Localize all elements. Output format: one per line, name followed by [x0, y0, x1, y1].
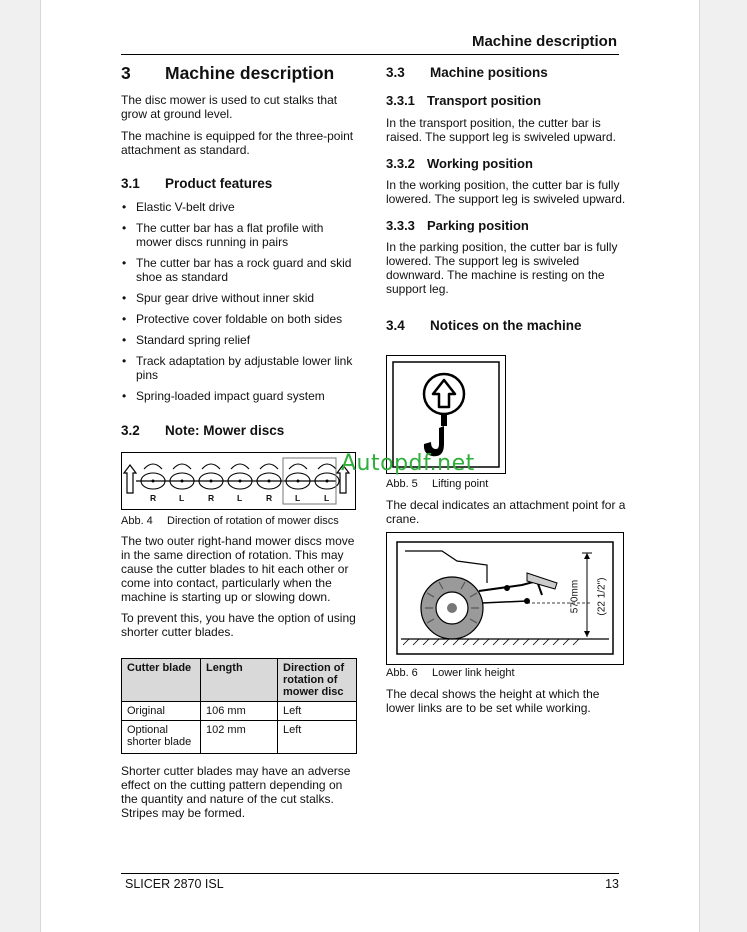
section-heading-3-4: 3.4 Notices on the machine	[386, 318, 582, 333]
body-paragraph: In the transport position, the cutter bar is raised. The support leg is swiveled upward.	[386, 116, 616, 144]
table-cell: Left	[278, 721, 357, 754]
figure-caption-6: Abb. 6 Lower link height	[386, 667, 515, 679]
mower-disc-figure	[121, 452, 356, 510]
section-heading-3-3-2: 3.3.2 Working position	[386, 156, 533, 171]
disc-label: L	[237, 493, 243, 503]
closing-paragraph-wrap	[121, 764, 361, 820]
disc-label: L	[179, 493, 185, 503]
list-item: • Elastic V-belt drive	[121, 200, 361, 214]
section-heading-3: 3 Machine description	[121, 63, 335, 83]
disc-label: R	[150, 493, 157, 503]
disc-label: L	[295, 493, 301, 503]
list-item: • Spring-loaded impact guard system	[121, 389, 361, 403]
figure-caption-4: Abb. 4 Direction of rotation of mower discs	[121, 515, 339, 527]
header-rule	[121, 54, 619, 55]
watermark: Autopdf.net	[341, 451, 475, 476]
page-number: 13	[605, 877, 619, 891]
dimension-label: 570mm	[569, 579, 581, 614]
right-column	[386, 66, 626, 333]
table-header: Direction of rotation of mower disc	[278, 659, 357, 702]
list-item: • Protective cover foldable on both sides	[121, 312, 361, 326]
intro-paragraph: The disc mower is used to cut stalks that grow at ground level.	[121, 93, 338, 121]
disc-label: R	[208, 493, 215, 503]
list-item: • Standard spring relief	[121, 333, 361, 347]
list-item: • Spur gear drive without inner skid	[121, 291, 361, 305]
figure-caption-5: Abb. 5 Lifting point	[386, 478, 489, 490]
table-header: Cutter blade	[122, 659, 201, 702]
left-column	[121, 63, 361, 438]
table-cell: Optional shorter blade	[122, 721, 201, 754]
tractor-lower-link-diagram	[387, 533, 623, 664]
body-paragraph: Shorter cutter blades may have an adverse effect on the cutting pattern depending on the quantity and nature of the cut stalks. Stripes may be formed.	[121, 764, 351, 820]
table-cell: Left	[278, 702, 357, 721]
table-cell: 106 mm	[201, 702, 278, 721]
section-heading-3-3: 3.3 Machine positions	[386, 65, 548, 80]
body-paragraph: The decal indicates an attachment point for a crane.	[386, 498, 626, 526]
table-cell: 102 mm	[201, 721, 278, 754]
lower-link-height-decal	[386, 532, 624, 665]
fig6-text-wrap	[386, 687, 626, 715]
list-item: • Track adaptation by adjustable lower link pins	[121, 354, 361, 382]
table-header: Length	[201, 659, 278, 702]
footer-rule	[121, 873, 619, 874]
table-row	[122, 721, 357, 754]
running-header: Machine description	[471, 33, 617, 50]
table-header-row	[122, 659, 357, 702]
section-heading-3-2: 3.2 Note: Mower discs	[121, 423, 285, 438]
table-row	[122, 702, 357, 721]
dimension-label-inches: (22 1/2")	[596, 577, 608, 616]
body-paragraph: The decal shows the height at which the lower links are to be set while working.	[386, 687, 600, 715]
disc-label: R	[266, 493, 273, 503]
fig5-text-wrap	[386, 498, 626, 526]
body-paragraph: In the working position, the cutter bar is fully lowered. The support leg is swiveled upward.	[386, 178, 626, 206]
footer-model: SLICER 2870 ISL	[125, 877, 224, 891]
body-paragraph: The two outer right-hand mower discs move in the same direction of rotation. This may cause the cutter blades to hit each other or come into contact, particularly when the machine is starting up or slowing down.	[121, 534, 355, 604]
table-cell: Original	[122, 702, 201, 721]
intro-paragraph-2: The machine is equipped for the three-point attachment as standard.	[121, 129, 354, 157]
document-page	[40, 0, 700, 932]
disc-label: L	[324, 493, 330, 503]
body-paragraph: To prevent this, you have the option of using shorter cutter blades.	[121, 611, 356, 639]
cutter-blade-table	[121, 658, 357, 754]
feature-list	[121, 200, 361, 403]
section-heading-3-1: 3.1 Product features	[121, 176, 273, 191]
section-heading-3-3-1: 3.3.1 Transport position	[386, 93, 542, 108]
list-item: • The cutter bar has a flat profile with mower discs running in pairs	[121, 221, 361, 249]
left-column-lower	[121, 534, 361, 639]
body-paragraph: In the parking position, the cutter bar is fully lowered. The support leg is swiveled downward. The machine is resting on the support leg.	[386, 240, 618, 296]
section-heading-3-3-3: 3.3.3 Parking position	[386, 218, 529, 233]
list-item: • The cutter bar has a rock guard and skid shoe as standard	[121, 256, 361, 284]
